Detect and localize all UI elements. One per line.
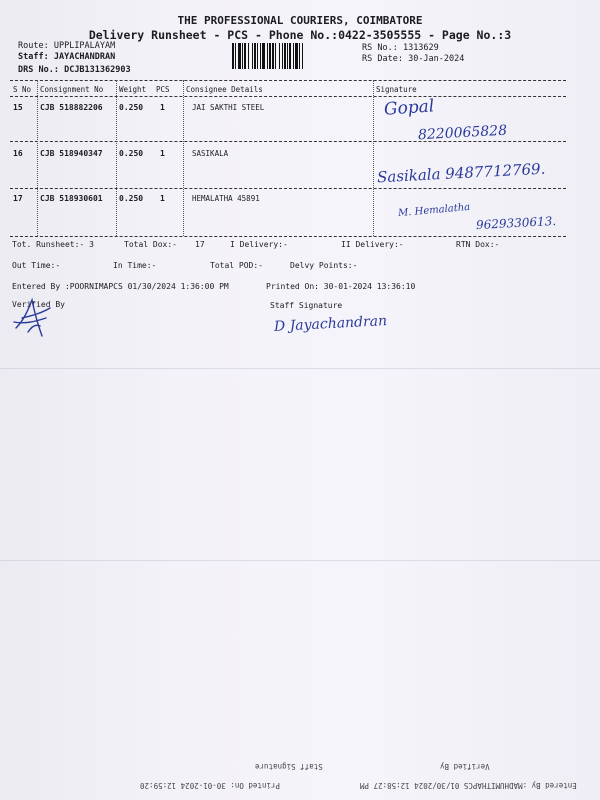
col-header-consignee: Consignee Details bbox=[186, 85, 263, 94]
printed-on: Printed On: 30-01-2024 13:36:10 bbox=[266, 282, 416, 291]
col-header-pcs: PCS bbox=[156, 85, 170, 94]
mirror-staff-signature: Staff Signature bbox=[255, 762, 323, 771]
total-pod: Total POD:- bbox=[210, 261, 263, 270]
table-header-rule bbox=[10, 96, 566, 97]
staff-value: JAYACHANDRAN bbox=[53, 52, 116, 62]
barcode bbox=[232, 43, 354, 69]
barcode-bar bbox=[303, 43, 305, 69]
col-header-sno: S No bbox=[13, 85, 32, 94]
rs-no-value: 1313629 bbox=[402, 43, 439, 53]
total-dox-label: Total Dox:- bbox=[124, 240, 177, 249]
i-delivery: I Delivery:- bbox=[230, 240, 288, 249]
row-divider bbox=[10, 141, 566, 142]
drs-value: DCJB131362903 bbox=[64, 65, 131, 75]
row-sno: 15 bbox=[13, 103, 23, 112]
row-consignee: SASIKALA bbox=[192, 149, 229, 158]
row-consignment: CJB 518940347 bbox=[40, 149, 103, 158]
table-top-rule bbox=[10, 80, 566, 81]
col-divider bbox=[183, 80, 184, 236]
staff-signature-label: Staff Signature bbox=[270, 301, 343, 310]
rs-no-label: RS No.: bbox=[362, 43, 398, 53]
row-pcs: 1 bbox=[160, 149, 165, 158]
staff-label: Staff: bbox=[18, 52, 49, 62]
runsheet-subtitle: Delivery Runsheet - PCS - Phone No.:0422-3505555 - Page No.:3 bbox=[88, 28, 512, 42]
rs-date-line bbox=[362, 54, 464, 64]
row-sno: 17 bbox=[13, 194, 23, 203]
verified-initials-scribble bbox=[10, 296, 58, 342]
mirror-entered-by: Entered By :MADHUMITHAPCS 01/30/2024 12:58:27 PM bbox=[360, 781, 577, 790]
row-consignee: HEMALATHA 45891 bbox=[192, 194, 260, 203]
row-consignment: CJB 518882206 bbox=[40, 103, 103, 112]
verified-by-label: Verified By bbox=[12, 300, 65, 309]
entered-by: Entered By :POORNIMAPCS 01/30/2024 1:36:00 PM bbox=[12, 282, 229, 291]
col-divider bbox=[37, 80, 38, 236]
rtn-dox: RTN Dox:- bbox=[456, 240, 500, 249]
row-divider bbox=[10, 188, 566, 189]
row-consignment: CJB 518930601 bbox=[40, 194, 103, 203]
delvy-points: Delvy Points:- bbox=[290, 261, 358, 270]
mirror-verified-by: Verified By bbox=[440, 762, 490, 771]
tot-runsheet: Tot. Runsheet:- 3 bbox=[12, 240, 94, 249]
route-line bbox=[18, 41, 115, 51]
row-pcs: 1 bbox=[160, 103, 165, 112]
in-time: In Time:- bbox=[113, 261, 157, 270]
out-time: Out Time:- bbox=[12, 261, 61, 270]
row-weight: 0.250 bbox=[119, 149, 144, 158]
ii-delivery: II Delivery:- bbox=[341, 240, 404, 249]
row-phone-handwritten: 9629330613. bbox=[475, 213, 557, 233]
rs-date-label: RS Date: bbox=[362, 54, 403, 64]
total-dox-value: 17 bbox=[195, 240, 205, 249]
col-header-weight: Weight bbox=[119, 85, 147, 94]
route-value: UPPLIPALAYAM bbox=[53, 41, 116, 51]
table-bottom-rule bbox=[10, 236, 566, 237]
paper-fold bbox=[0, 560, 600, 561]
col-divider bbox=[116, 80, 117, 236]
row-weight: 0.250 bbox=[119, 103, 144, 112]
paper-fold bbox=[0, 368, 600, 369]
row-phone-handwritten: 8220065828 bbox=[417, 122, 508, 144]
row-signature-handwritten: M. Hemalatha bbox=[397, 201, 471, 220]
row-signature-handwritten: Gopal bbox=[383, 96, 435, 120]
col-header-signature: Signature bbox=[376, 85, 417, 94]
col-divider bbox=[373, 80, 374, 236]
rs-date-value: 30-Jan-2024 bbox=[408, 54, 465, 64]
row-sno: 16 bbox=[13, 149, 23, 158]
staff-line bbox=[18, 52, 115, 62]
row-consignee: JAI SAKTHI STEEL bbox=[192, 103, 265, 112]
route-label: Route: bbox=[18, 41, 49, 51]
company-title: THE PROFESSIONAL COURIERS, COIMBATORE bbox=[177, 14, 423, 27]
row-signature-handwritten: Sasikala 9487712769. bbox=[376, 159, 546, 187]
rs-no-line bbox=[362, 43, 439, 53]
row-weight: 0.250 bbox=[119, 194, 144, 203]
col-header-consignment: Consignment No bbox=[40, 85, 104, 94]
mirror-printed-on: Printed On: 30-01-2024 12:59:20 bbox=[140, 781, 280, 790]
drs-label: DRS No.: bbox=[18, 65, 59, 75]
staff-signature-handwritten: D Jayachandran bbox=[273, 313, 388, 335]
drs-line bbox=[18, 65, 131, 75]
row-pcs: 1 bbox=[160, 194, 165, 203]
